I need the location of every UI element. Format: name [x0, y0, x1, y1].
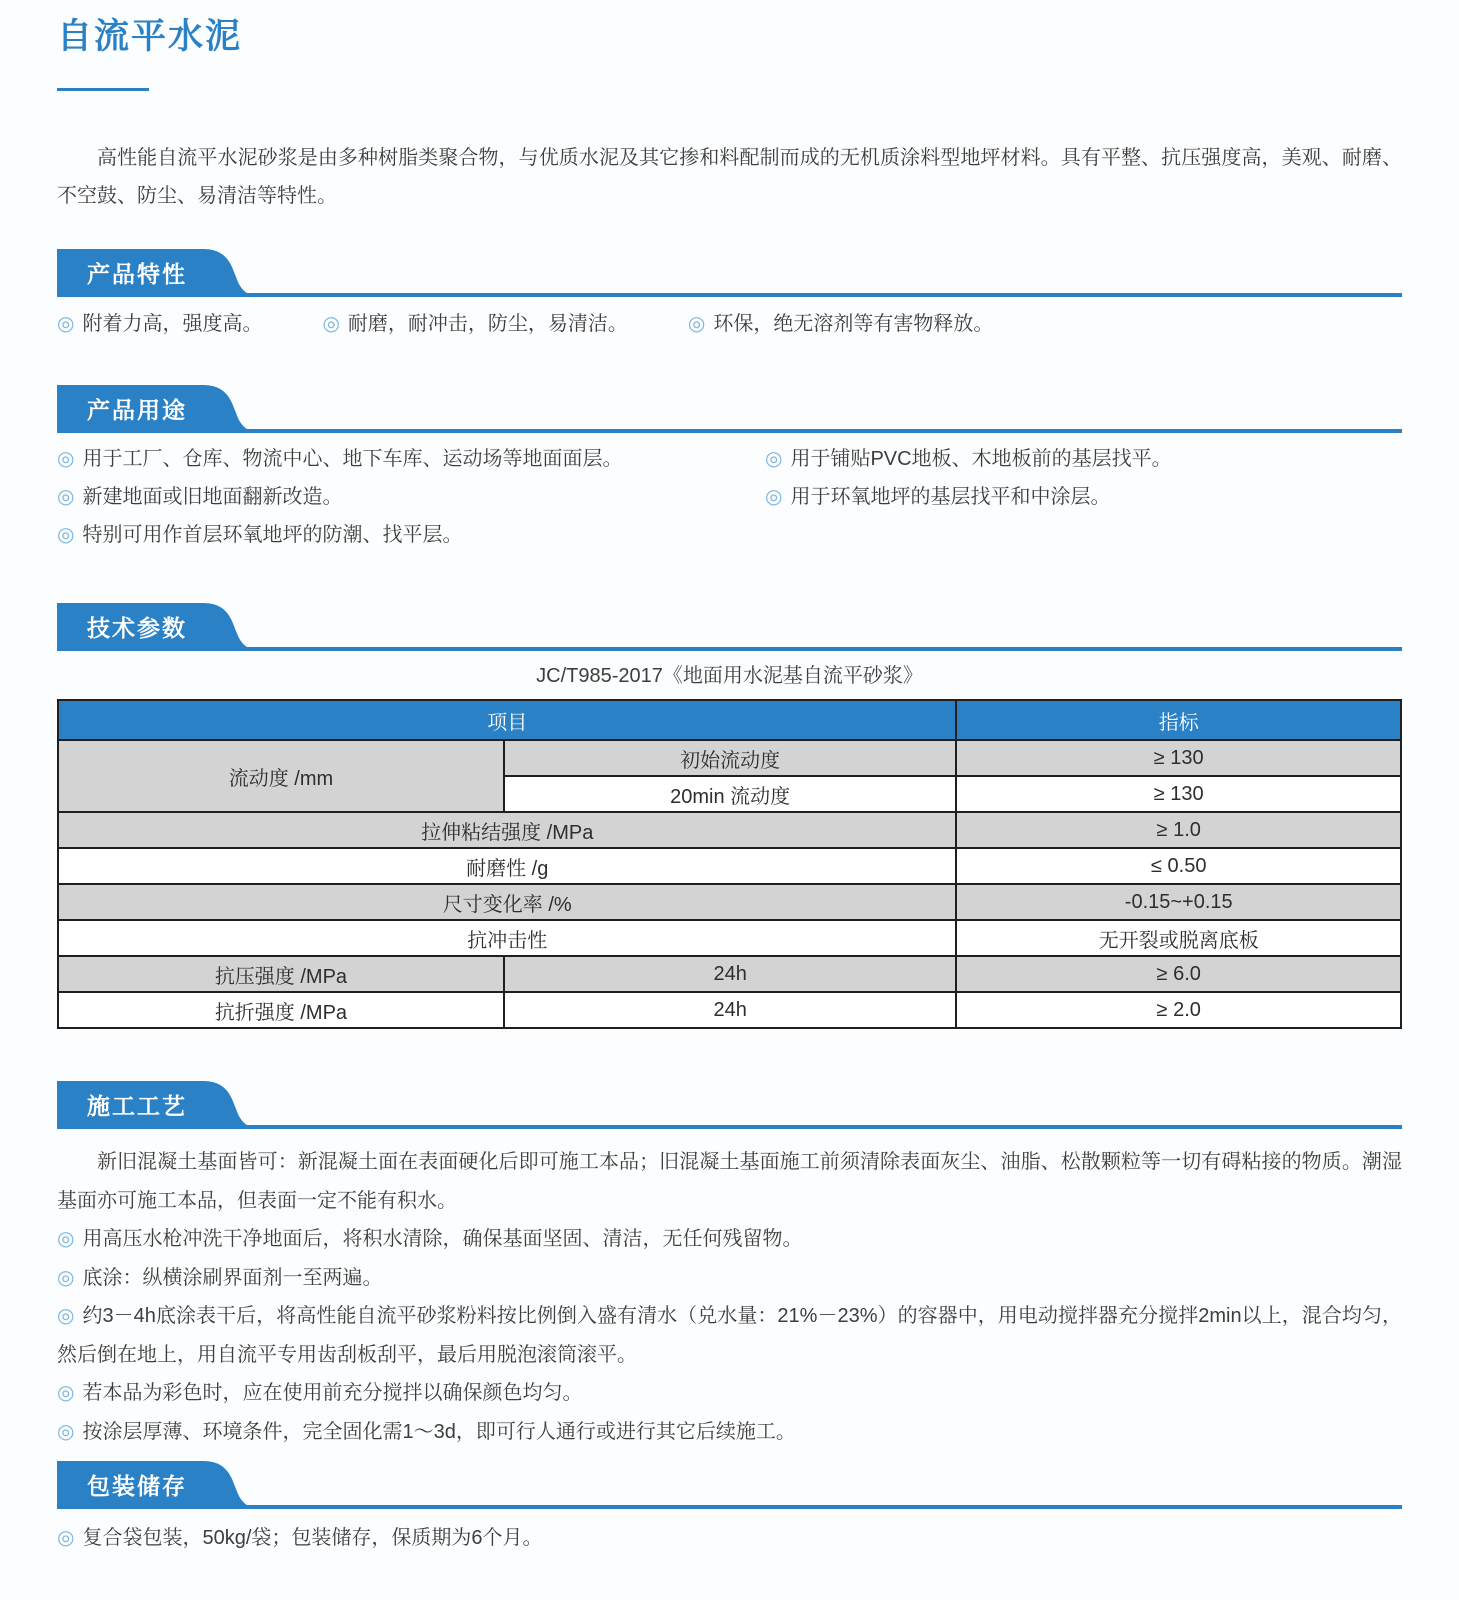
double-circle-bullet-icon: ◎ [57, 1382, 75, 1404]
feature-list [57, 309, 1402, 339]
double-circle-bullet-icon: ◎ [57, 1420, 75, 1443]
cell-value: 无开裂或脱离底板 [956, 920, 1401, 956]
double-circle-bullet-icon: ◎ [57, 1527, 75, 1549]
table-row [58, 920, 1401, 956]
section-specs [57, 603, 1402, 1029]
cell-property: 抗压强度 /MPa [58, 956, 504, 992]
double-circle-bullet-icon: ◎ [765, 486, 783, 508]
table-header-row [58, 700, 1401, 740]
cell-property: 抗折强度 /MPa [58, 992, 504, 1028]
cell-property: 拉伸粘结强度 /MPa [58, 812, 956, 848]
section-tab-features [57, 249, 263, 297]
cell-value: -0.15~+0.15 [956, 884, 1401, 920]
list-item [57, 1374, 1402, 1413]
list-item-text: 约3－4h底涂表干后，将高性能自流平砂浆粉料按比例倒入盛有清水（兑水量：21%－23%）的容器中，用电动搅拌器充分搅拌2min以上，混合均匀，然后倒在地上，用自流平专用齿刮板刮平，最后用脱泡滚筒滚平。 [57, 1305, 1402, 1366]
list-item [57, 445, 765, 473]
cell-value: ≥ 6.0 [956, 956, 1401, 992]
double-circle-bullet-icon: ◎ [57, 524, 75, 546]
double-circle-bullet-icon: ◎ [57, 1228, 75, 1250]
list-item-text: 新建地面或旧地面翻新改造。 [82, 486, 343, 508]
cell-value: ≤ 0.50 [956, 848, 1401, 884]
process-content [57, 1143, 1402, 1451]
uses-right-list [765, 445, 1402, 559]
section-tab-packaging [57, 1461, 263, 1509]
table-row [58, 848, 1401, 884]
uses-left-list [57, 445, 765, 559]
cell-value: ≥ 1.0 [956, 812, 1401, 848]
list-item-text: 用高压水枪冲洗干净地面后，将积水清除，确保基面坚固、清洁，无任何残留物。 [82, 1228, 803, 1250]
uses-columns [57, 445, 1402, 559]
cell-subproperty: 24h [504, 956, 957, 992]
double-circle-bullet-icon: ◎ [765, 448, 783, 470]
double-circle-bullet-icon: ◎ [57, 448, 75, 470]
section-header-specs [57, 603, 1402, 651]
cell-subproperty: 24h [504, 992, 957, 1028]
section-process [57, 1081, 1402, 1451]
column-header-index: 指标 [956, 700, 1401, 740]
list-item [57, 1413, 1402, 1452]
cell-property: 耐磨性 /g [58, 848, 956, 884]
section-header-process [57, 1081, 1402, 1129]
list-item [57, 1259, 1402, 1298]
list-item [57, 309, 262, 339]
page-header [57, 16, 1402, 91]
section-tab-process [57, 1081, 263, 1129]
list-item-text: 若本品为彩色时，应在使用前充分搅拌以确保颜色均匀。 [82, 1382, 583, 1404]
section-title: 技术参数 [87, 614, 187, 641]
list-item-text: 耐磨，耐冲击，防尘，易清洁。 [347, 313, 628, 335]
list-item [57, 521, 765, 549]
section-header-packaging [57, 1461, 1402, 1509]
section-features [57, 249, 1402, 339]
list-item [57, 1523, 1402, 1553]
cell-property: 流动度 /mm [58, 740, 504, 812]
section-title: 产品用途 [87, 396, 187, 423]
cell-value: ≥ 130 [956, 776, 1401, 812]
section-title: 产品特性 [87, 260, 187, 287]
section-header-features [57, 249, 1402, 297]
standard-caption: JC/T985-2017《地面用水泥基自流平砂浆》 [536, 665, 923, 687]
double-circle-bullet-icon: ◎ [57, 313, 75, 335]
column-header-item: 项目 [58, 700, 956, 740]
list-item [765, 483, 1402, 511]
section-header-uses [57, 385, 1402, 433]
title-underline [57, 88, 149, 91]
section-tab-specs [57, 603, 263, 651]
table-row [58, 740, 1401, 776]
double-circle-bullet-icon: ◎ [57, 1305, 75, 1327]
list-item [765, 445, 1402, 473]
list-item [57, 1297, 1402, 1374]
table-row [58, 956, 1401, 992]
list-item-text: 用于铺贴PVC地板、木地板前的基层找平。 [790, 448, 1172, 470]
table-row [58, 812, 1401, 848]
cell-value: ≥ 2.0 [956, 992, 1401, 1028]
list-item [57, 483, 765, 511]
table-row [58, 884, 1401, 920]
list-item-text: 特别可用作首层环氧地坪的防潮、找平层。 [82, 524, 463, 546]
list-item-text: 复合袋包装，50kg/袋；包装储存，保质期为6个月。 [82, 1527, 543, 1549]
cell-property: 抗冲击性 [58, 920, 956, 956]
cell-value: ≥ 130 [956, 740, 1401, 776]
list-item [688, 309, 993, 339]
list-item-text: 用于工厂、仓库、物流中心、地下车库、运动场等地面面层。 [82, 448, 623, 470]
intro-paragraph: 高性能自流平水泥砂浆是由多种树脂类聚合物，与优质水泥及其它掺和料配制而成的无机质涂料型地坪材料。具有平整、抗压强度高，美观、耐磨、不空鼓、防尘、易清洁等特性。 [57, 147, 1402, 207]
cell-property: 尺寸变化率 /% [58, 884, 956, 920]
section-packaging [57, 1461, 1402, 1553]
page-title: 自流平水泥 [57, 17, 243, 56]
spec-table [57, 699, 1402, 1029]
double-circle-bullet-icon: ◎ [322, 313, 340, 335]
double-circle-bullet-icon: ◎ [57, 486, 75, 508]
section-tab-uses [57, 385, 263, 433]
double-circle-bullet-icon: ◎ [57, 1266, 75, 1289]
table-row [58, 992, 1401, 1028]
cell-subproperty: 20min 流动度 [504, 776, 957, 812]
section-title: 包装储存 [87, 1472, 187, 1499]
list-item [57, 1220, 1402, 1259]
section-title: 施工工艺 [87, 1092, 187, 1119]
section-uses [57, 385, 1402, 559]
list-item-text: 按涂层厚薄、环境条件，完全固化需1～3d，即可行人通行或进行其它后续施工。 [82, 1420, 796, 1443]
double-circle-bullet-icon: ◎ [687, 313, 706, 335]
process-intro-paragraph: 新旧混凝土基面皆可：新混凝土面在表面硬化后即可施工本品；旧混凝土基面施工前须清除表面灰尘、油脂、松散颗粒等一切有碍粘接的物质。潮湿基面亦可施工本品，但表面一定不能有积水。 [57, 1151, 1402, 1212]
list-item-text: 环保，绝无溶剂等有害物释放。 [713, 313, 994, 335]
list-item [322, 309, 627, 339]
cell-subproperty: 初始流动度 [504, 740, 957, 776]
list-item-text: 附着力高，强度高。 [82, 313, 263, 335]
list-item-text: 用于环氧地坪的基层找平和中涂层。 [790, 486, 1111, 508]
list-item-text: 底涂：纵横涂刷界面剂一至两遍。 [82, 1266, 383, 1289]
